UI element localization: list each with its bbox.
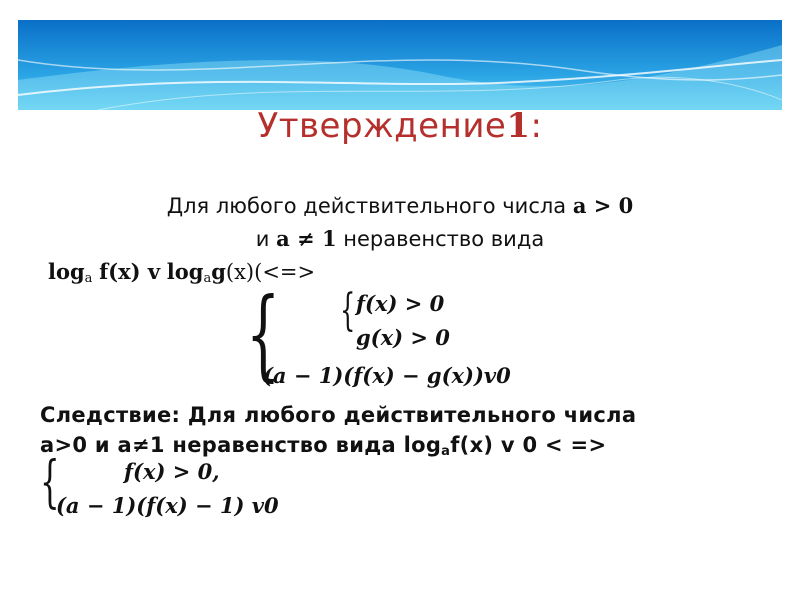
log-f-part: f(x) v — [99, 259, 161, 284]
wave-decoration — [18, 20, 782, 110]
title-word: Утверждение — [257, 106, 507, 146]
corollary-rest-2: f(x) v 0 < => — [450, 433, 607, 457]
system-row-2: g(x) > 0 — [356, 325, 450, 350]
log-1: log — [48, 259, 85, 284]
corollary-line-1: Следствие: Для любого действительного числа — [40, 403, 637, 427]
header-banner — [18, 20, 782, 110]
corollary-base: a — [441, 444, 451, 459]
statement-line-1 — [0, 193, 800, 218]
corollary-row-1: f(x) > 0, — [124, 459, 220, 484]
title-colon: : — [530, 106, 543, 146]
log-base-1: a — [84, 271, 93, 286]
outer-brace: { — [246, 278, 281, 392]
statement-text-1: Для любого действительного числа — [166, 194, 567, 218]
statement-math-2: a ≠ 1 — [276, 226, 337, 251]
inner-brace: { — [340, 285, 356, 336]
statement-prefix-2: и — [255, 227, 270, 251]
page-title — [0, 106, 800, 146]
statement-line-2 — [0, 226, 800, 251]
corollary-text-2: a>0 и a≠1 неравенство вида log — [40, 433, 442, 457]
title-number: 1 — [506, 106, 531, 146]
system-row-1: f(x) > 0 — [356, 291, 445, 316]
log-rest: (x)(<=> — [225, 260, 316, 284]
statement-math-1: a > 0 — [572, 193, 634, 218]
log-base-2: a — [203, 271, 212, 286]
statement-text-2: неравенство вида — [343, 227, 545, 251]
log-2: log — [166, 259, 204, 284]
system-row-3: (a − 1)(f(x) − g(x))v0 — [263, 363, 511, 388]
corollary-brace: { — [40, 450, 60, 515]
corollary-line-2 — [40, 433, 606, 459]
log-g: g — [211, 259, 226, 284]
corollary-row-2: (a − 1)(f(x) − 1) v0 — [56, 493, 279, 518]
